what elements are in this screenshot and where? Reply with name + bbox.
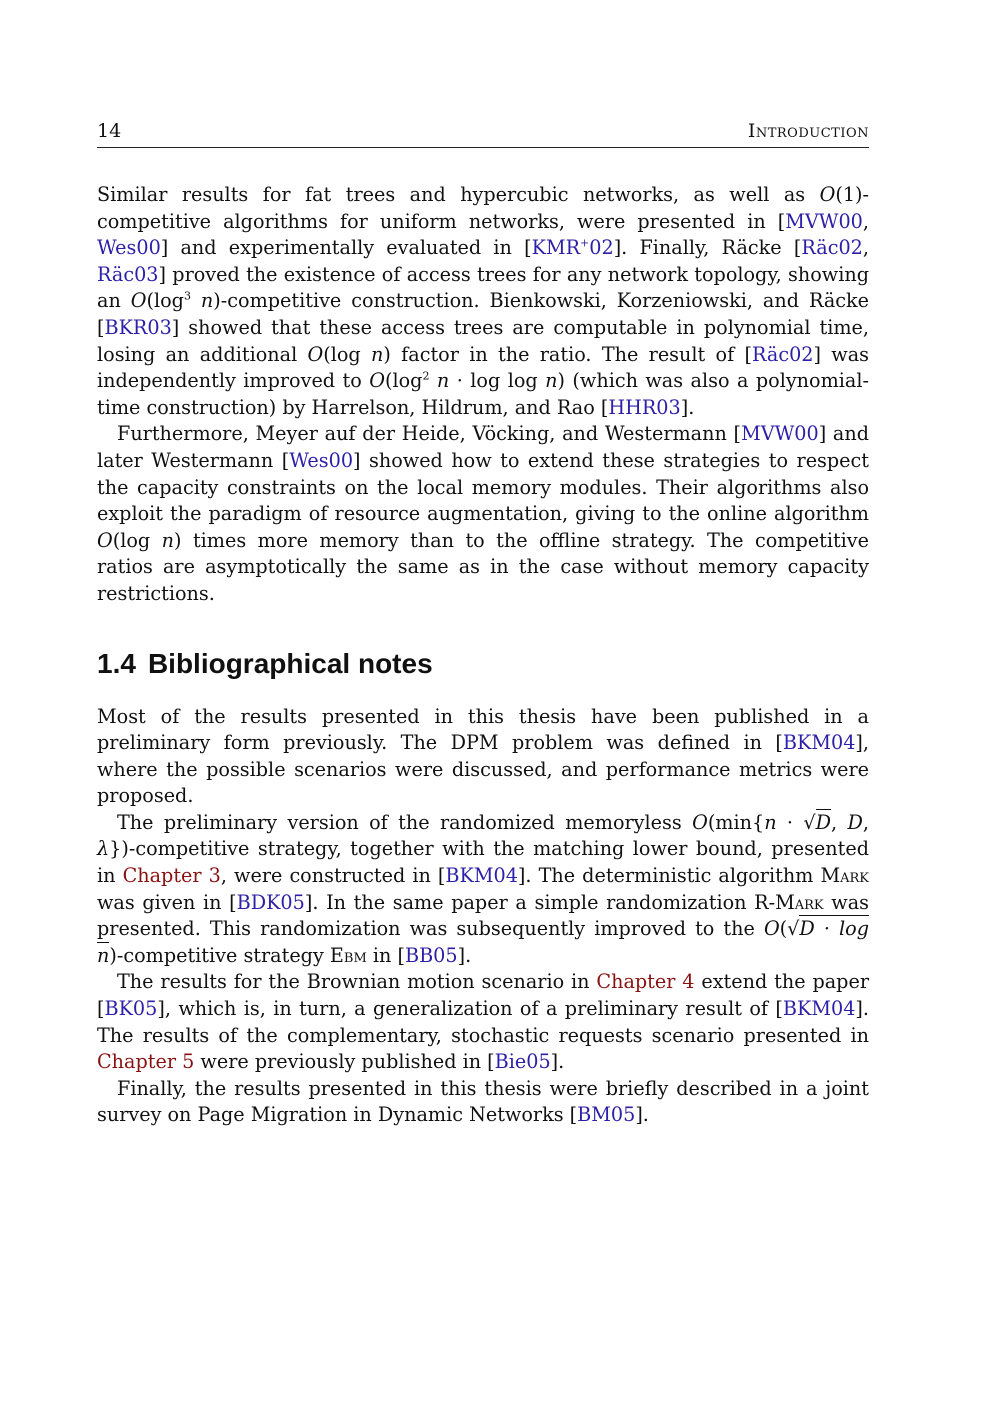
citation-link[interactable]: HHR03 <box>608 395 681 419</box>
section-title: Bibliographical notes <box>147 647 433 679</box>
citation-link[interactable]: BK05 <box>104 997 158 1021</box>
paragraph-related-work: Similar results for fat trees and hypercubic networks, as well as O(1)-competitive algorithms for uniform networks, were presented in [MVW00, Wes00] and experimentally evaluated in [KMR+02]. Finally, Räcke [Räc02, Räc03] proved the existence of access trees for any network topology, showing an $O(\log^3$ n)-competitive construction. Bienkowski, Korzeniowski, and Räcke [BKR03] showed that these access trees are computable in polynomial time, losing an additional O(log n) factor in the ratio. The result of [Räc02] was independently improved to $O(\log^2$ n · log log n) (which was also a polynomial-time construction) by Harrelson, Hildrum, and Rao [HHR03]. <box>97 183 870 419</box>
citation-link[interactable]: BKR03 <box>104 315 172 339</box>
citation-link[interactable]: MVW00 <box>785 209 863 233</box>
running-head <box>97 120 869 148</box>
paragraph-preliminary-version: The preliminary version of the randomized memoryless O(min{n · √D, D, λ})-competitive strategy, together with the matching lower bound, presented in Chapter 3, were constructed in [BKM04]. The deterministic algorithm Mark was given in [BDK05]. In the same paper a simple randomization R-Mark was presented. This randomization was subsequently improved to the O(√D · log n)-competitive strategy Ebm in [BB05]. <box>97 810 870 967</box>
paragraph-brownian-motion: The results for the Brownian motion scenario in Chapter 4 extend the paper [BK05], which is, in turn, a generalization of a preliminary result of [BKM04]. The results of the complementary, stochastic requests scenario presented in Chapter 5 were previously published in [Bie05]. <box>97 970 869 1074</box>
page-number: 14 <box>97 120 122 142</box>
citation-link[interactable]: Wes00 <box>289 448 354 472</box>
citation-link[interactable]: BB05 <box>404 943 458 967</box>
section-number: 1.4 <box>97 647 136 679</box>
citation-link[interactable]: BKM04 <box>782 997 856 1021</box>
citation-link[interactable]: BDK05 <box>236 890 305 914</box>
section-heading <box>97 648 869 680</box>
chapter-link[interactable]: Chapter 5 <box>97 1050 195 1074</box>
paragraph-memory-constraints: Furthermore, Meyer auf der Heide, Vöcking, and Westermann [MVW00] and later Westermann [Wes00] showed how to extend these strategies to respect the capacity constraints on the local memory modules. Their algorithms also exploit the paradigm of resource augmentation, giving to the online algorithm O(log n) times more memory than to the offline strategy. The competitive ratios are asymptotically the same as in the case without memory capacity restrictions. <box>97 422 869 605</box>
citation-link[interactable]: Bie05 <box>494 1050 551 1074</box>
paragraph-publications: Most of the results presented in this thesis have been published in a preliminary form previously. The DPM problem was defined in [BKM04], where the possible scenarios were discussed, and performance metrics were proposed. <box>97 704 869 808</box>
paragraph-survey: Finally, the results presented in this thesis were briefly described in a joint survey on Page Migration in Dynamic Networks [BM05]. <box>97 1076 869 1127</box>
body-text <box>97 182 869 1129</box>
citation-link[interactable]: BKM04 <box>445 864 518 888</box>
citation-link[interactable]: KMR+02 <box>531 236 614 260</box>
citation-link[interactable]: Räc02 <box>752 342 814 366</box>
page <box>97 120 869 1129</box>
citation-link[interactable]: MVW00 <box>741 422 819 446</box>
citation-link[interactable]: Räc02 <box>801 236 863 260</box>
chapter-link[interactable]: Chapter 3 <box>122 864 221 888</box>
chapter-title: Introduction <box>747 120 869 142</box>
citation-link[interactable]: BKM04 <box>782 731 856 755</box>
citation-link[interactable]: BM05 <box>577 1103 636 1127</box>
chapter-link[interactable]: Chapter 4 <box>596 970 695 994</box>
citation-link[interactable]: Wes00 <box>97 236 161 260</box>
citation-link[interactable]: Räc03 <box>97 262 159 286</box>
